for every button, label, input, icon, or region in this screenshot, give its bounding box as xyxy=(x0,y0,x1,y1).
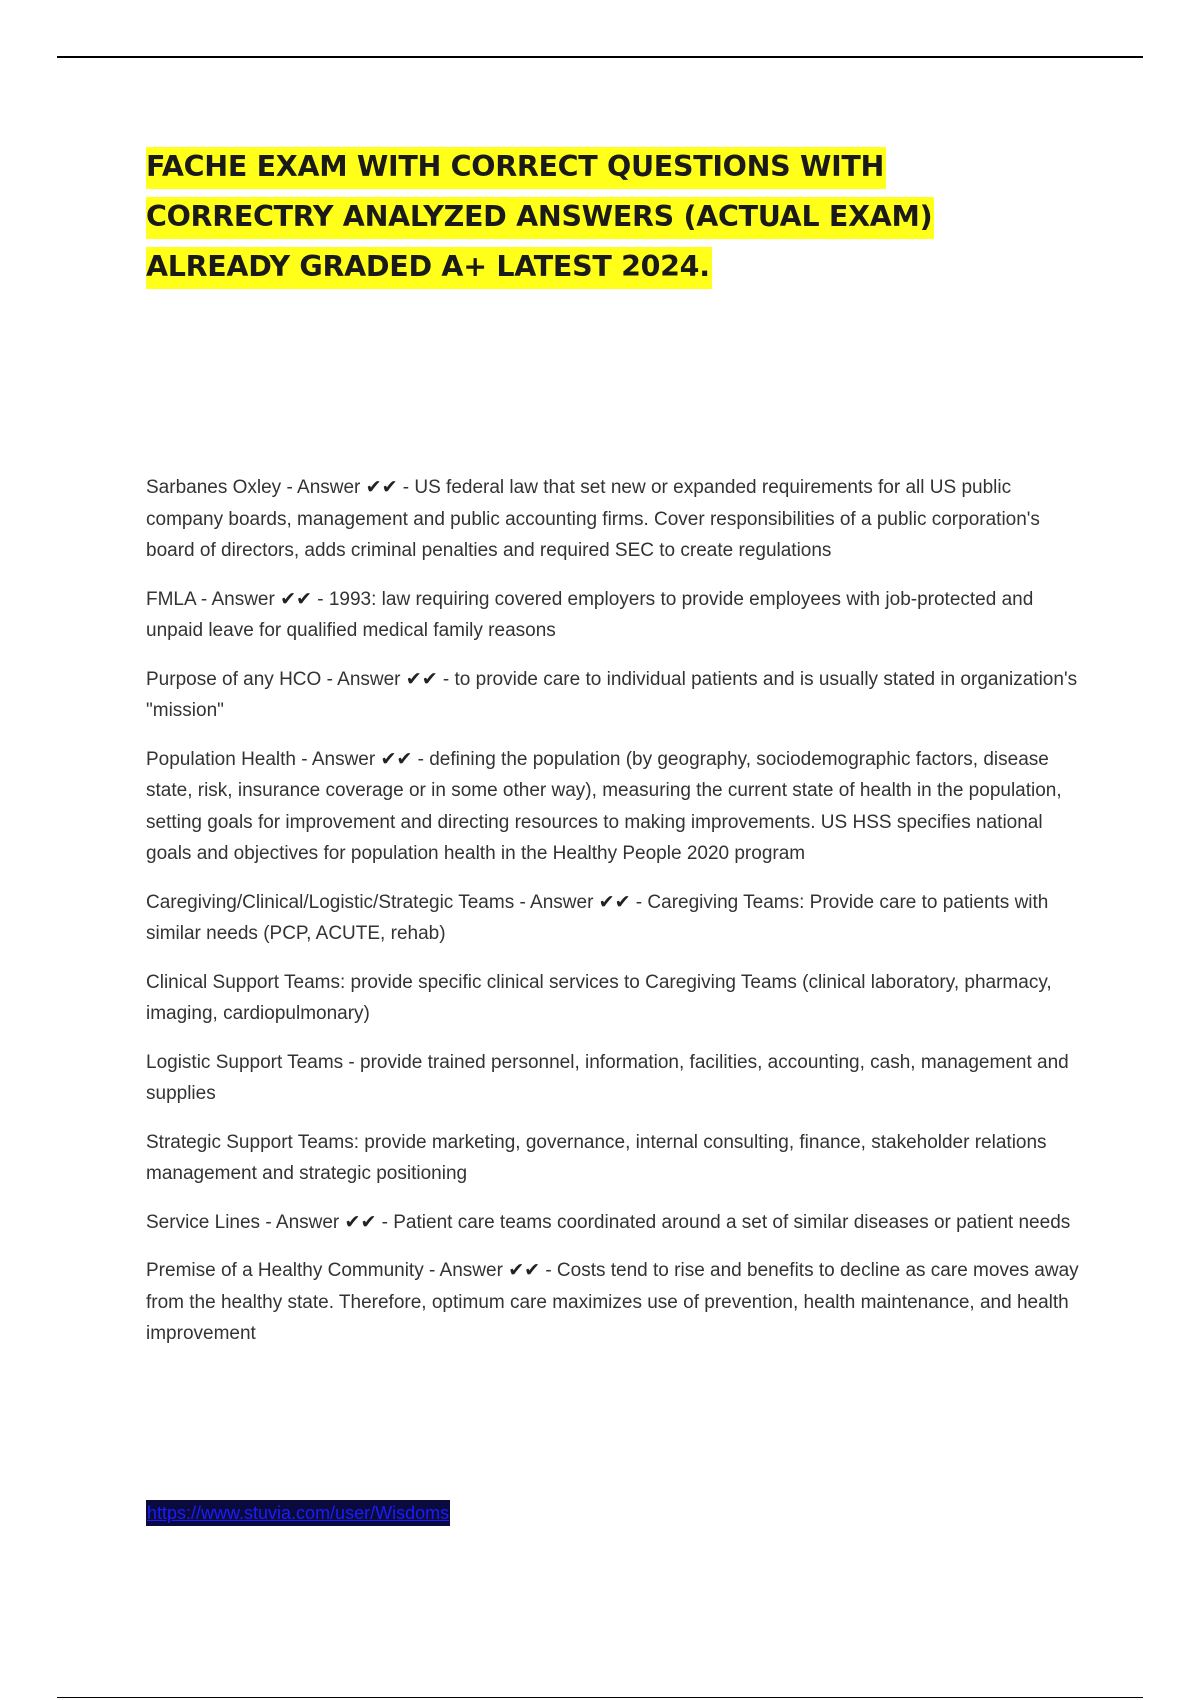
qa-list xyxy=(146,472,1086,1367)
entry-definition: - defining the population (by geography, sociodemographic factors, disease state, risk, insurance coverage or in some other way), measuring the current state of health in the population, setting goals for improvement and directing resources to making improvements. US HSS specifies national goals and objectives for population health in the Healthy People 2020 program xyxy=(146,748,1062,864)
entry-term: Premise of a Healthy Community - Answer xyxy=(146,1260,503,1281)
qa-entry-teams xyxy=(146,887,1086,950)
qa-paragraph-logistic-support xyxy=(146,1047,1086,1110)
entry-term: Sarbanes Oxley - Answer xyxy=(146,477,361,498)
entry-term: Population Health - Answer xyxy=(146,748,376,770)
check-mark-icon: ✔✔ xyxy=(405,668,438,690)
check-mark-icon: ✔✔ xyxy=(598,891,631,913)
entry-definition: - US federal law that set new or expanded requirements for all US public company boards, management and public accounting firms. Cover responsibilities of a public corporation's board of directors, adds criminal penalties and required SEC to create regulations xyxy=(146,477,1040,561)
qa-entry-sarbanes-oxley xyxy=(146,472,1086,567)
check-mark-icon: ✔✔ xyxy=(344,1211,377,1233)
check-mark-icon: ✔✔ xyxy=(508,1260,541,1281)
entry-definition: - Costs tend to rise and benefits to decline as care moves away from the healthy state. Therefore, optimum care maximizes use of prevention, health maintenance, and health improvement xyxy=(146,1260,1079,1344)
entry-term: Caregiving/Clinical/Logistic/Strategic Teams - Answer xyxy=(146,891,594,913)
qa-paragraph-clinical-support xyxy=(146,967,1086,1030)
qa-paragraph-strategic-support xyxy=(146,1127,1086,1190)
entry-definition: - 1993: law requiring covered employers to provide employees with job-protected and unpaid leave for qualified medical family reasons xyxy=(146,588,1034,641)
title-highlight: FACHE EXAM WITH CORRECT QUESTIONS WITH CORRECTRY ANALYZED ANSWERS (ACTUAL EXAM) ALREADY GRADED A+ LATEST 2024. xyxy=(146,147,934,289)
entry-definition: - Patient care teams coordinated around a set of similar diseases or patient needs xyxy=(381,1211,1071,1233)
qa-entry-purpose-hco xyxy=(146,664,1086,727)
check-mark-icon: ✔✔ xyxy=(280,588,312,610)
check-mark-icon: ✔✔ xyxy=(380,748,413,770)
bottom-rule xyxy=(57,1697,1143,1698)
top-rule xyxy=(57,56,1143,58)
entry-term: Purpose of any HCO - Answer xyxy=(146,668,401,690)
entry-term: FMLA - Answer xyxy=(146,588,275,610)
entry-definition: Strategic Support Teams: provide marketing, governance, internal consulting, finance, stakeholder relations management and strategic positioning xyxy=(146,1131,1047,1184)
profile-link[interactable]: https://www.stuvia.com/user/Wisdoms xyxy=(146,1500,450,1526)
qa-entry-healthy-community xyxy=(146,1255,1086,1350)
entry-definition: Clinical Support Teams: provide specific clinical services to Caregiving Teams (clinical laboratory, pharmacy, imaging, cardiopulmonary) xyxy=(146,971,1052,1024)
document-title xyxy=(146,142,1046,292)
qa-entry-fmla xyxy=(146,584,1086,647)
entry-definition: - Caregiving Teams: Provide care to patients with similar needs (PCP, ACUTE, rehab) xyxy=(146,891,1049,944)
qa-entry-population-health xyxy=(146,744,1086,870)
qa-entry-service-lines xyxy=(146,1207,1086,1239)
check-mark-icon: ✔✔ xyxy=(365,477,398,498)
entry-definition: Logistic Support Teams - provide trained personnel, information, facilities, accounting, cash, management and supplies xyxy=(146,1051,1069,1104)
entry-definition: - to provide care to individual patients and is usually stated in organization's "mission" xyxy=(146,668,1078,721)
entry-term: Service Lines - Answer xyxy=(146,1211,340,1233)
